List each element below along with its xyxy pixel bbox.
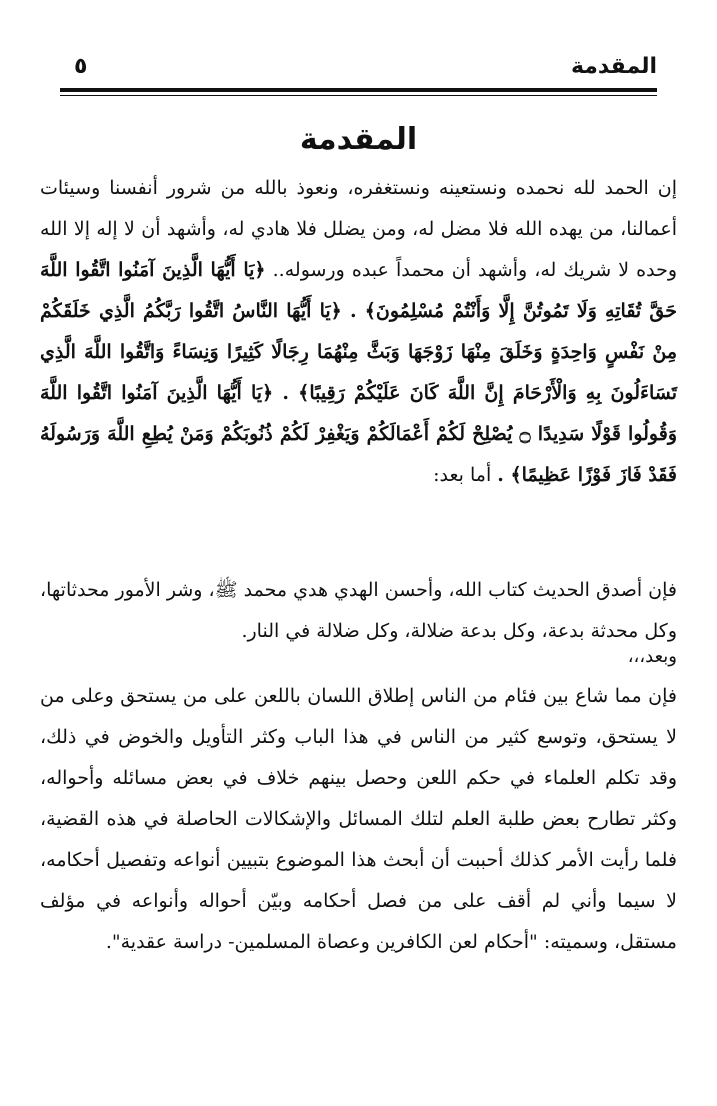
running-header [60, 52, 657, 86]
paragraph-introduction [40, 168, 677, 496]
header-rule-thin [60, 95, 657, 96]
page-number: ٥ [74, 54, 88, 79]
paragraph-closing-text: أما بعد: [433, 464, 492, 486]
paragraph-purpose: فإن مما شاع بين فئام من الناس إطلاق اللسان باللعن على من يستحق وعلى من لا يستحق، وتوسع كثير من الناس في هذا الباب وكثر التأويل والخوض في ذلك، وقد تكلم العلماء في حكم اللعن وحصل بينهم خلاف في بعض مسائله وأحواله، وكثر تطارح بعض طلبة العلم لتلك المسائل والإشكالات الحاصلة في هذه القضية، فلما رأيت الأمر كذلك أحببت أن أبحث هذا الموضوع بتبيين أنواعه وتفصيل أحكامه، لا سيما وأني لم أقف على من فصل أحكامه وبيّن أحواله وأنواعه في مؤلف مستقل، وسميته: "أحكام لعن الكافرين وعصاة المسلمين- دراسة عقدية". [40, 685, 677, 953]
paragraph-transition: وبعد،،، [627, 646, 677, 667]
paragraph-opening-text: إن الحمد لله نحمده ونستعينه ونستغفره، ونعوذ بالله من شرور أنفسنا وسيئات أعمالنا، من يهده الله فلا مضل له، ومن يضلل فلا هادي له، وأشهد أن لا إله إلا الله وحده لا شريك له، وأشهد أن محمداً عبده ورسوله.. [40, 177, 677, 281]
paragraph-hadith: فإن أصدق الحديث كتاب الله، وأحسن الهدي هدي محمد ﷺ، وشر الأمور محدثاتها، وكل محدثة بدعة، وكل بدعة ضلالة، وكل ضلالة في النار. [40, 579, 677, 642]
running-title: المقدمة [570, 54, 657, 79]
quran-verses: ﴿يَا أَيُّهَا الَّذِينَ آمَنُوا اتَّقُوا اللَّهَ حَقَّ تُقَاتِهِ وَلَا تَمُوتُنَّ إِلَّا وَأَنْتُمْ مُسْلِمُونَ﴾ . ﴿يَا أَيُّهَا النَّاسُ اتَّقُوا رَبَّكُمُ الَّذِي خَلَقَكُمْ مِنْ نَفْسٍ وَاحِدَةٍ وَخَلَقَ مِنْهَا زَوْجَهَا وَبَثَّ مِنْهُمَا رِجَالًا كَثِيرًا وَنِسَاءً وَاتَّقُوا اللَّهَ الَّذِي تَسَاءَلُونَ بِهِ وَالْأَرْحَامَ إِنَّ اللَّهَ كَانَ عَلَيْكُمْ رَقِيبًا﴾ . ﴿يَا أَيُّهَا الَّذِينَ آمَنُوا اتَّقُوا اللَّهَ وَقُولُوا قَوْلًا سَدِيدًا ۝ يُصْلِحْ لَكُمْ أَعْمَالَكُمْ وَيَغْفِرْ لَكُمْ ذُنُوبَكُمْ وَمَنْ يُطِعِ اللَّهَ وَرَسُولَهُ فَقَدْ فَازَ فَوْزًا عَظِيمًا﴾ . [40, 259, 678, 486]
section-title: المقدمة [299, 122, 418, 157]
header-rule-thick [60, 88, 657, 92]
